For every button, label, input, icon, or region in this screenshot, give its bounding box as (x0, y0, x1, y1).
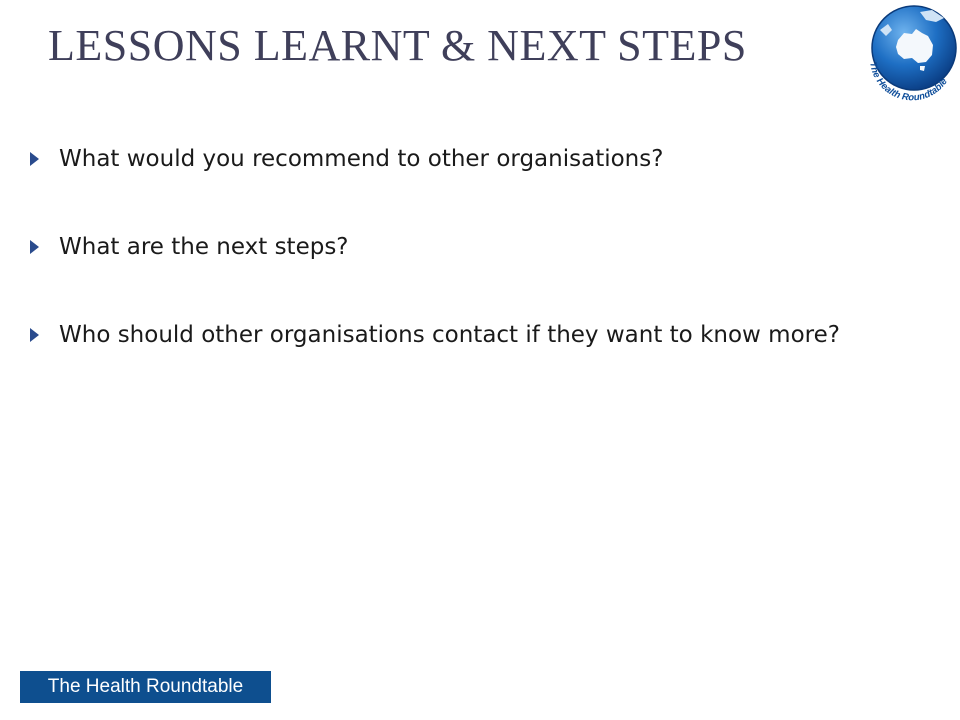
bullet-text: What would you recommend to other organisations? (59, 146, 664, 172)
bullet-item (30, 314, 910, 356)
health-roundtable-logo (862, 0, 960, 108)
arrow-bullet-icon (30, 240, 39, 254)
bullet-item (30, 138, 910, 180)
bullet-list (30, 138, 910, 402)
arrow-bullet-icon (30, 328, 39, 342)
bullet-text: What are the next steps? (59, 234, 349, 260)
bullet-item (30, 226, 910, 268)
arrow-bullet-icon (30, 152, 39, 166)
bullet-text: Who should other organisations contact if they want to know more? (59, 322, 840, 348)
slide-title: LESSONS LEARNT & NEXT STEPS (48, 21, 747, 70)
footer-badge: The Health Roundtable (20, 671, 271, 703)
logo-text: The Health Roundtable (867, 61, 950, 104)
globe-australia-icon (862, 0, 960, 108)
